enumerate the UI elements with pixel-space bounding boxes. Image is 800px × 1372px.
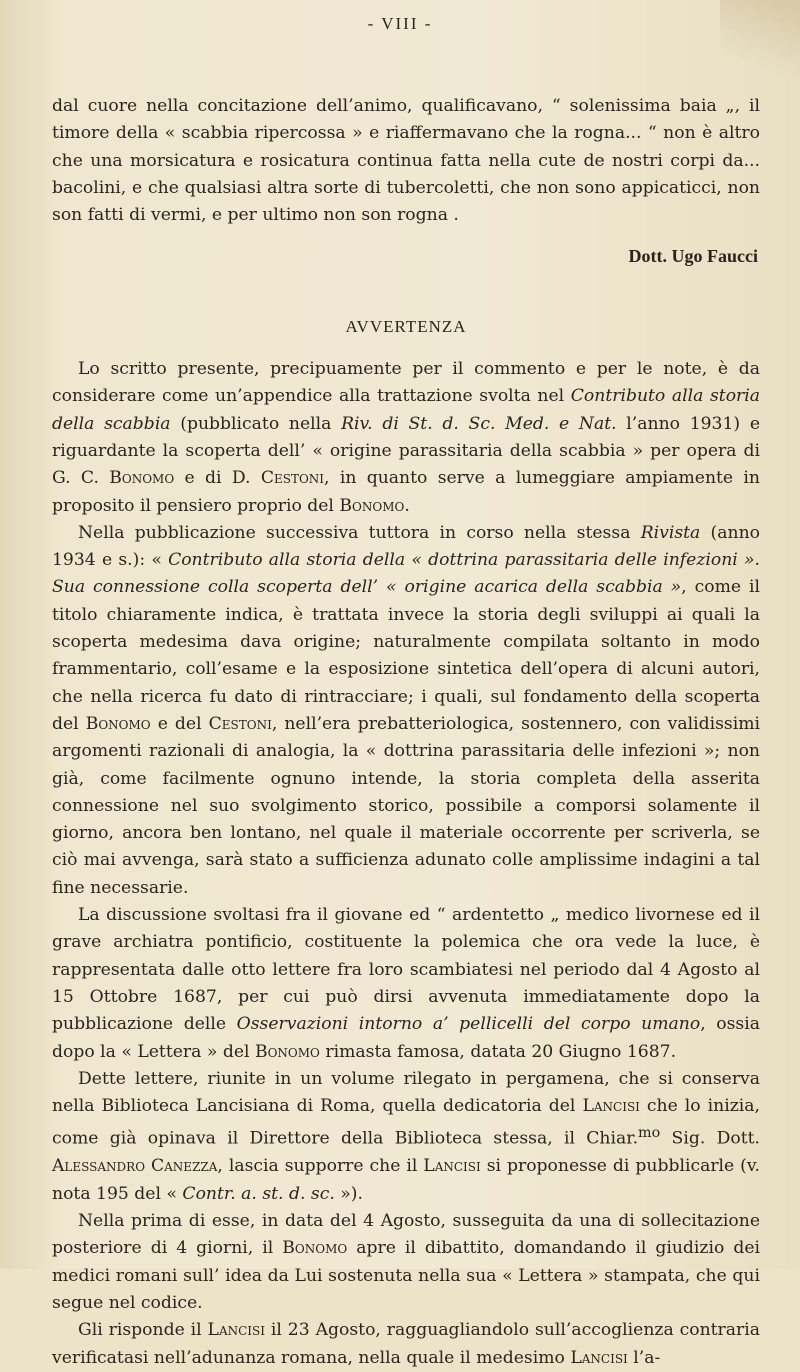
signature: Dott. Ugo Faucci [628,246,758,267]
paragraph-1: Lo scritto presente, precipuamente per il commento e per le note, è da considerare come un’appendice alla trattazione svolta nel Contributo alla storia della scabbia (pubblicato nella Riv. di St. d. Sc. Med. e Nat. l’anno 1931) e riguardante la scoperta dell’ « origine parassitaria della scabbia » per opera di G. C. Bonomo e di D. Cestoni, in quanto serve a lumeggiare ampiamente in proposito il pensiero proprio del Bonomo. [52,359,761,516]
section-heading: AVVERTENZA [345,316,467,336]
intro-paragraph: dal cuore nella concitazione dell’animo, qualificavano, “ solenissima baia „, il timore della « scabbia ripercossa » e riaffermavano che la rogna... “ non è altro che una morsicatura e rosicatura continua fatta nella cute de nostri corpi da... bacolini, e che qualsiasi altra sorte di tubercoletti, che non sono appicaticci, non son fatti di vermi, e per ultimo non son rogna . [52,96,760,226]
paragraph-5: Nella prima di esse, in data del 4 Agosto, susseguita da una di sollecitazione posteriore di 4 giorni, il Bonomo apre il dibattito, domandando il giudizio dei medici romani sull’ idea da Lui sostenuta nella sua « Lettera » stampata, che qui segue nel codice. [52,1211,760,1313]
paragraph-4: Dette lettere, riunite in un volume rilegato in pergamena, che si conserva nella Biblioteca Lancisiana di Roma, quella dedicatoria del Lancisi che lo inizia, come già opinava il Direttore della Biblioteca stessa, il Chiar.$^{mo}$ Sig. Dott. Alessandro Canezza, lascia supporre che il Lancisi si proponesse di pubblicarle (v. nota 195 del « Contr. a. st. d. sc. »). [52,1068,760,1204]
paragraph-2: Nella pubblicazione successiva tuttora in corso nella stessa Rivista (anno 1934 e s.): « Contributo alla storia della « dottrina parassitaria delle infezioni ». Sua connessione colla scoperta dell’ « origine acarica della scabbia », come il titolo chiaramente indica, è trattata invece la storia degli sviluppi ai quali la scoperta medesima dava origine; naturalmente compilata soltanto in modo frammentario, coll’esame e la esposizione sintetica dell’opera di alcuni autori, che nella ricerca fu dato di rintracciare; i quali, sul fondamento della scoperta del Bonomo e del Cestoni, nell’era prebatteriologica, sostennero, con validissimi argomenti razionali di analogia, la « dottrina parassitaria delle infezioni »; non già, come facilmente ognuno intende, la storia completa della asserita connessione nel suo svolgimento storico, possibile a comporsi solamente il giorno, ancora ben lontano, nel quale il materiale occorrente per scriverla, se ciò mai avvenga, sarà stato a sufficienza adunato colle amplissime indagini a tal fine necessarie. [52,522,761,898]
body-text [52,93,760,1372]
paragraph-3: La discussione svoltasi fra il giovane ed “ ardentetto „ medico livornese ed il grave archiatra pontificio, costituente la polemica che ora vede la luce, è rappresentata dalle otto lettere fra loro scambiatesi nel periodo dal 4 Agosto al 15 Ottobre 1687, per cui può dirsi avvenuta immediatamente dopo la pubblicazione delle Osservazioni intorno a’ pellicelli del corpo umano, ossia dopo la « Lettera » del Bonomo rimasta famosa, datata 20 Giugno 1687. [52,905,760,1062]
paragraph-6: Gli risponde il Lancisi il 23 Agosto, ragguagliandolo sull’accoglienza contraria verificatasi nell’adunanza romana, nella quale il medesimo Lancisi l’a- [52,1320,760,1368]
page-number: - VIII - [367,14,433,33]
